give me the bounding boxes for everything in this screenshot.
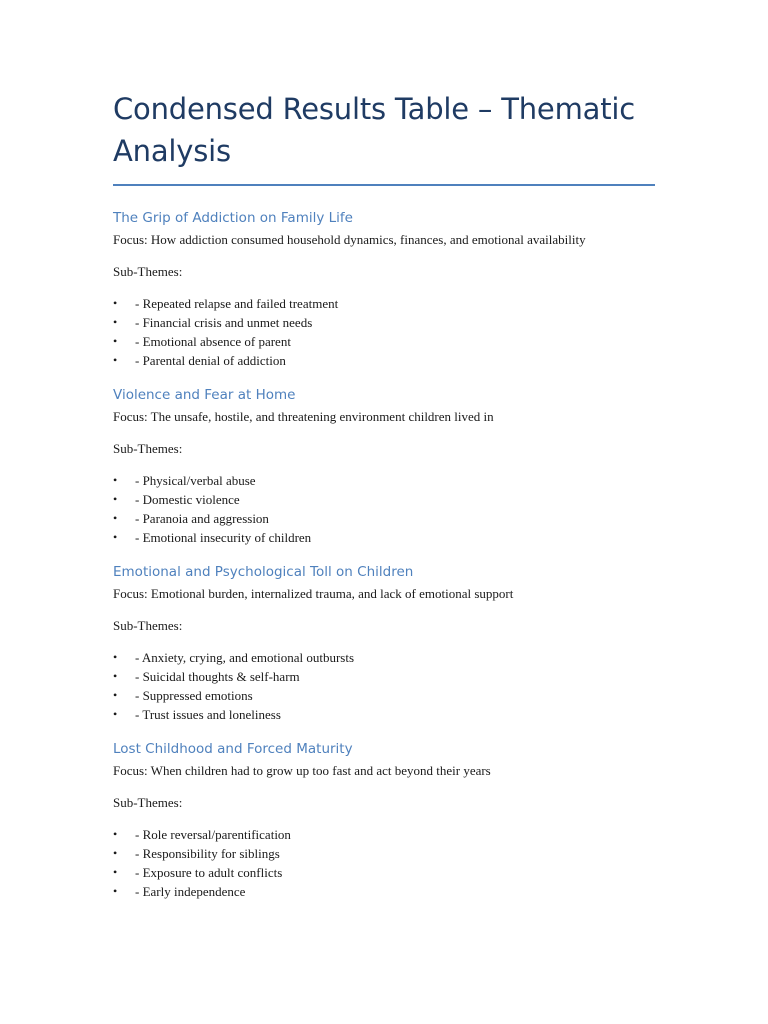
bullet-icon: • xyxy=(113,296,118,310)
sub-theme-list xyxy=(113,294,658,370)
theme-section xyxy=(113,740,658,901)
bullet-icon: • xyxy=(113,530,118,544)
list-item xyxy=(113,882,658,901)
sub-theme-text: - Responsibility for siblings xyxy=(135,846,280,861)
sub-themes-label: Sub-Themes: xyxy=(113,441,183,456)
sub-themes-label: Sub-Themes: xyxy=(113,264,183,279)
sub-theme-list xyxy=(113,825,658,901)
sub-theme-text: - Suppressed emotions xyxy=(135,688,253,703)
sub-theme-text: - Suicidal thoughts & self-harm xyxy=(135,669,300,684)
document-title: Condensed Results Table – Thematic Analysis xyxy=(113,92,635,168)
sub-theme-text: - Exposure to adult conflicts xyxy=(135,865,283,880)
sub-theme-text: - Emotional absence of parent xyxy=(135,334,291,349)
bullet-icon: • xyxy=(113,315,118,329)
bullet-icon: • xyxy=(113,473,118,487)
list-item xyxy=(113,705,658,724)
list-item xyxy=(113,351,658,370)
sub-theme-text: - Physical/verbal abuse xyxy=(135,473,256,488)
list-item xyxy=(113,509,658,528)
document-page xyxy=(113,88,658,901)
list-item xyxy=(113,313,658,332)
bullet-icon: • xyxy=(113,688,118,702)
sub-theme-text: - Anxiety, crying, and emotional outbursts xyxy=(135,650,355,665)
theme-focus: Focus: How addiction consumed household dynamics, finances, and emotional availability xyxy=(113,232,586,247)
list-item xyxy=(113,686,658,705)
sub-themes-label: Sub-Themes: xyxy=(113,618,183,633)
list-item xyxy=(113,667,658,686)
sub-theme-text: - Emotional insecurity of children xyxy=(135,530,312,545)
list-item xyxy=(113,490,658,509)
theme-section xyxy=(113,386,658,547)
sub-theme-text: - Trust issues and loneliness xyxy=(135,707,281,722)
bullet-icon: • xyxy=(113,353,118,367)
sub-theme-text: - Early independence xyxy=(135,884,246,899)
bullet-icon: • xyxy=(113,669,118,683)
theme-heading: The Grip of Addiction on Family Life xyxy=(113,210,353,226)
list-item xyxy=(113,863,658,882)
sub-theme-list xyxy=(113,648,658,724)
sub-theme-text: - Paranoia and aggression xyxy=(135,511,269,526)
sub-theme-text: - Financial crisis and unmet needs xyxy=(135,315,313,330)
bullet-icon: • xyxy=(113,492,118,506)
theme-focus: Focus: The unsafe, hostile, and threatening environment children lived in xyxy=(113,409,494,424)
sub-theme-text: - Role reversal/parentification xyxy=(135,827,291,842)
theme-focus: Focus: Emotional burden, internalized trauma, and lack of emotional support xyxy=(113,586,514,601)
bullet-icon: • xyxy=(113,884,118,898)
sub-theme-text: - Parental denial of addiction xyxy=(135,353,286,368)
bullet-icon: • xyxy=(113,865,118,879)
sub-theme-list xyxy=(113,471,658,547)
list-item xyxy=(113,528,658,547)
title-divider xyxy=(113,184,655,186)
bullet-icon: • xyxy=(113,511,118,525)
theme-heading: Lost Childhood and Forced Maturity xyxy=(113,741,353,757)
bullet-icon: • xyxy=(113,707,118,721)
bullet-icon: • xyxy=(113,650,118,664)
sub-theme-text: - Repeated relapse and failed treatment xyxy=(135,296,339,311)
sub-theme-text: - Domestic violence xyxy=(135,492,240,507)
theme-section xyxy=(113,563,658,724)
bullet-icon: • xyxy=(113,334,118,348)
theme-focus: Focus: When children had to grow up too fast and act beyond their years xyxy=(113,763,491,778)
list-item xyxy=(113,844,658,863)
bullet-icon: • xyxy=(113,846,118,860)
theme-section xyxy=(113,209,658,370)
theme-heading: Emotional and Psychological Toll on Children xyxy=(113,564,414,580)
list-item xyxy=(113,471,658,490)
sub-themes-label: Sub-Themes: xyxy=(113,795,183,810)
list-item xyxy=(113,332,658,351)
bullet-icon: • xyxy=(113,827,118,841)
list-item xyxy=(113,825,658,844)
list-item xyxy=(113,294,658,313)
theme-heading: Violence and Fear at Home xyxy=(113,387,296,403)
list-item xyxy=(113,648,658,667)
